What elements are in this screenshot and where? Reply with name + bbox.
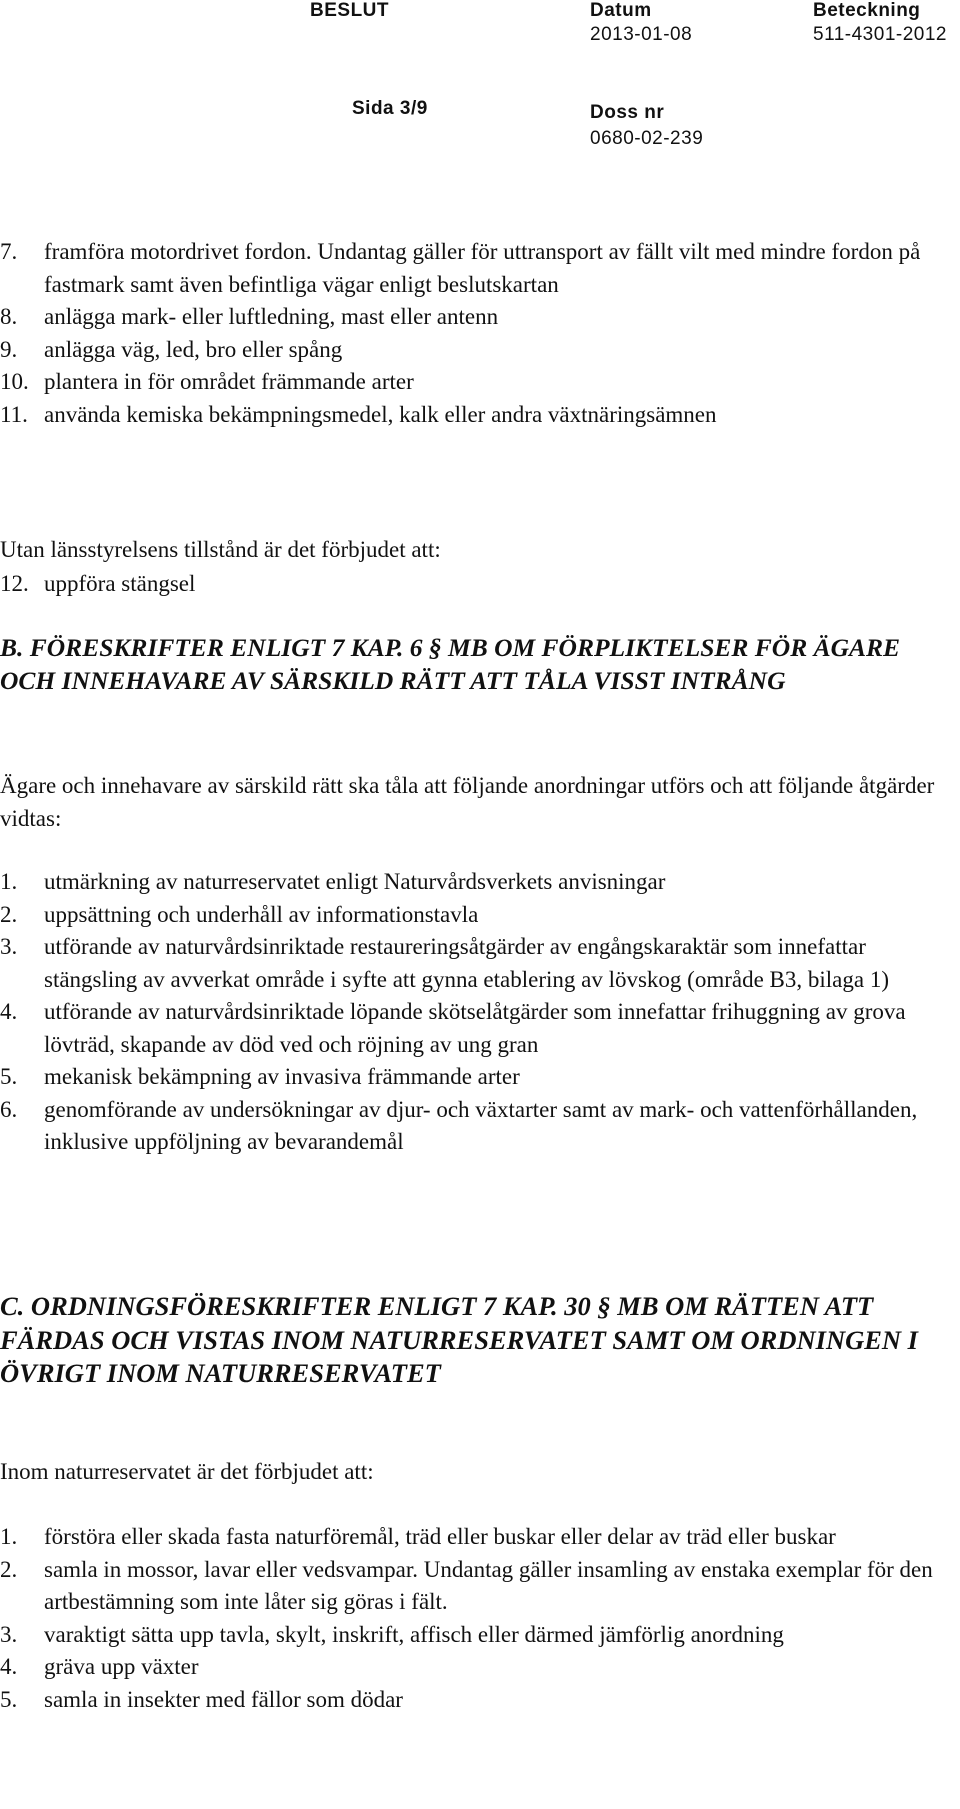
list-item-text: utmärkning av naturreservatet enligt Naturvårdsverkets anvisningar [44, 869, 666, 894]
list-item-number: 4. [0, 1654, 18, 1679]
list-item-number: 4. [0, 999, 18, 1024]
list-item [0, 931, 940, 996]
list-item-text: anlägga väg, led, bro eller spång [44, 336, 343, 362]
list-item-number: 3. [0, 934, 18, 959]
list-item [0, 1619, 940, 1652]
prohibition-list-a [0, 236, 940, 431]
list-item-number: 2. [0, 1556, 18, 1582]
list-item-text: plantera in för området främmande arter [44, 369, 414, 394]
list-item [0, 568, 940, 601]
list-item [0, 1521, 940, 1554]
header-datum-label: Datum [590, 0, 652, 21]
list-item [0, 334, 940, 367]
permit-list [0, 568, 940, 601]
list-item-text: utförande av naturvårdsinriktade restaureringsåtgärder av engångskaraktär som innefattar stängsling av avverkat område i syfte att gynna etablering av lövskog (område B3, bilaga 1) [44, 934, 890, 992]
list-item [0, 899, 940, 932]
list-item [0, 399, 940, 432]
list-item [0, 1061, 940, 1094]
permit-intro: Utan länsstyrelsens tillstånd är det förbjudet att: [0, 537, 441, 562]
section-c-intro: Inom naturreservatet är det förbjudet att: [0, 1459, 374, 1484]
header-beteckning-value: 511-4301-2012 [813, 24, 947, 45]
list-item-number: 10. [0, 369, 29, 394]
list-item [0, 366, 940, 399]
header-doss-label: Doss nr [590, 102, 665, 123]
section-c-list [0, 1521, 940, 1716]
list-item-number: 8. [0, 304, 18, 329]
list-item-number: 1. [0, 869, 18, 894]
header-beslut-label: BESLUT [310, 0, 389, 21]
list-item [0, 1651, 940, 1684]
list-item-text: samla in mossor, lavar eller vedsvampar. Undantag gäller insamling av enstaka exemplar för den artbestämning som inte låter sig göras i fält. [44, 1556, 933, 1614]
list-item-number: 12. [0, 571, 29, 596]
list-item-number: 1. [0, 1524, 18, 1549]
list-item-text: använda kemiska bekämpningsmedel, kalk eller andra växtnäringsämnen [44, 401, 717, 427]
section-b-list [0, 866, 940, 1159]
header-beteckning-label: Beteckning [813, 0, 921, 21]
section-b-heading: B. FÖRESKRIFTER ENLIGT 7 KAP. 6 § MB OM FÖRPLIKTELSER FÖR ÄGARE OCH INNEHAVARE AV SÄRSKILD RÄTT ATT TÅLA VISST INTRÅNG [0, 633, 901, 695]
list-item [0, 301, 940, 334]
list-item [0, 866, 940, 899]
list-item-text: framföra motordrivet fordon. Undantag gäller för uttransport av fällt vilt med mindre fordon på fastmark samt även befintliga vägar enligt beslutskartan [44, 239, 921, 297]
list-item [0, 1554, 940, 1619]
list-item-text: varaktigt sätta upp tavla, skylt, inskrift, affisch eller därmed jämförlig anordning [44, 1621, 784, 1647]
list-item [0, 1094, 940, 1159]
list-item-text: gräva upp växter [44, 1654, 199, 1679]
list-item-text: uppsättning och underhåll av informationstavla [44, 901, 479, 927]
header-doss-value: 0680-02-239 [590, 128, 704, 149]
list-item [0, 996, 940, 1061]
list-item-text: samla in insekter med fällor som dödar [44, 1686, 403, 1712]
list-item [0, 1684, 940, 1717]
section-b-intro: Ägare och innehavare av särskild rätt ska tåla att följande anordningar utförs och att följande åtgärder vidtas: [0, 773, 935, 831]
list-item-number: 9. [0, 336, 18, 362]
header-page-number: Sida 3/9 [352, 98, 428, 119]
list-item-number: 5. [0, 1064, 18, 1089]
list-item-number: 2. [0, 901, 18, 927]
header-datum-value: 2013-01-08 [590, 24, 693, 45]
list-item-text: anlägga mark- eller luftledning, mast eller antenn [44, 304, 499, 329]
list-item-text: mekanisk bekämpning av invasiva främmande arter [44, 1064, 520, 1089]
list-item-number: 3. [0, 1621, 18, 1647]
list-item-number: 11. [0, 401, 28, 427]
section-c-heading: C. ORDNINGSFÖRESKRIFTER ENLIGT 7 KAP. 30 § MB OM RÄTTEN ATT FÄRDAS OCH VISTAS INOM NATURRESERVATET SAMT OM ORDNINGEN I ÖVRIGT INOM NATURRESERVATET [0, 1291, 918, 1388]
list-item-text: förstöra eller skada fasta naturföremål, träd eller buskar eller delar av träd eller buskar [44, 1524, 836, 1549]
list-item-text: utförande av naturvårdsinriktade löpande skötselåtgärder som innefattar frihuggning av grova lövträd, skapande av död ved och röjning av ung gran [44, 999, 906, 1057]
list-item-number: 5. [0, 1686, 18, 1712]
list-item-text: uppföra stängsel [44, 571, 196, 596]
list-item-number: 6. [0, 1096, 18, 1122]
list-item-text: genomförande av undersökningar av djur- och växtarter samt av mark- och vattenförhållanden, inklusive uppföljning av bevarandemål [44, 1096, 918, 1154]
list-item-number: 7. [0, 239, 18, 264]
list-item [0, 236, 940, 301]
